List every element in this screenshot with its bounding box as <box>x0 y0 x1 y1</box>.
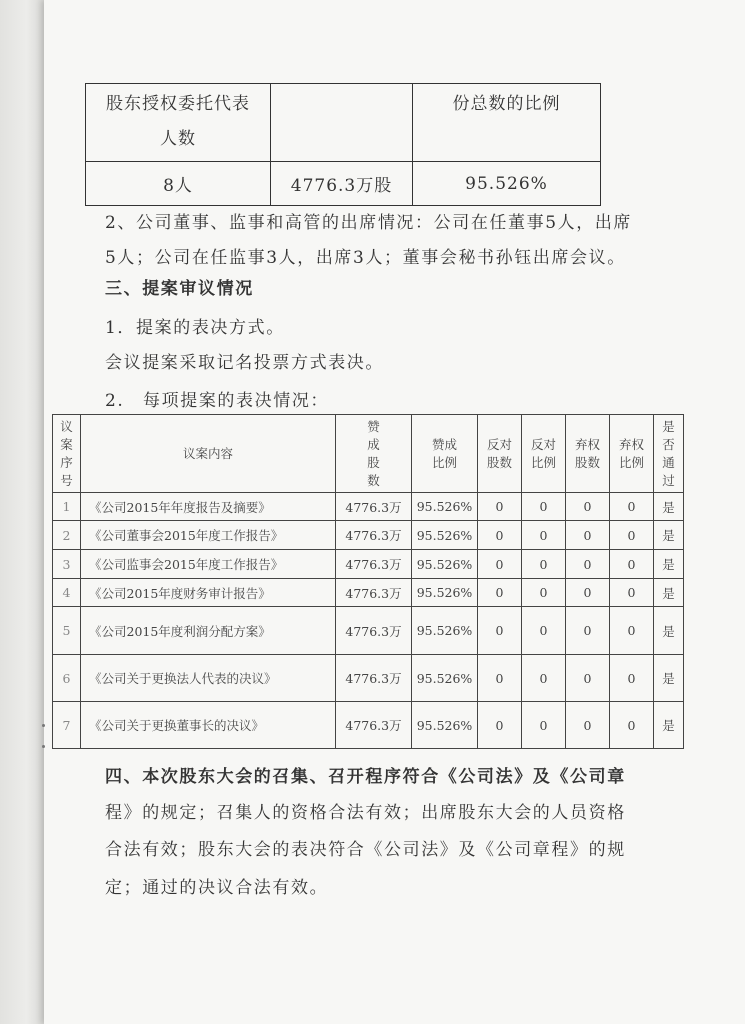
cell-label: 人数 <box>160 129 196 149</box>
table-row <box>53 521 684 550</box>
against-ratio: 0 <box>522 579 566 607</box>
section-heading: 四、本次股东大会的召集、召开程序符合《公司法》及《公司章 <box>105 767 626 787</box>
proposal-content: 《公司2015年年度报告及摘要》 <box>81 493 336 521</box>
approve-ratio: 95.526% <box>412 702 478 749</box>
proposal-content: 《公司关于更换法人代表的决议》 <box>81 655 336 702</box>
row-number: 2 <box>53 521 81 550</box>
header-passed: 是否通过 <box>654 415 684 493</box>
approve-shares: 4776.3万 <box>336 521 412 550</box>
cell-label: 股东授权委托代表 <box>106 94 250 114</box>
passed: 是 <box>654 702 684 749</box>
attendance-table <box>85 83 601 206</box>
against-shares: 0 <box>478 550 522 579</box>
against-ratio: 0 <box>522 702 566 749</box>
table-row <box>53 702 684 749</box>
proposal-content: 《公司2015年度利润分配方案》 <box>81 607 336 655</box>
row-number: 5 <box>53 607 81 655</box>
paragraph: 5人；公司在任监事3人，出席3人；董事会秘书孙钰出席会议。 <box>105 248 626 268</box>
cell-label: 份总数的比例 <box>452 94 561 114</box>
header-no: 议案序号 <box>53 415 81 493</box>
binding-hole <box>42 724 45 727</box>
passed: 是 <box>654 550 684 579</box>
abstain-ratio: 0 <box>610 607 654 655</box>
abstain-ratio: 0 <box>610 550 654 579</box>
approve-shares: 4776.3万 <box>336 702 412 749</box>
table-row <box>53 550 684 579</box>
binding-hole <box>42 745 45 748</box>
paragraph: 2. 每项提案的表决情况： <box>105 391 330 411</box>
passed: 是 <box>654 493 684 521</box>
abstain-shares: 0 <box>566 521 610 550</box>
paragraph: 定；通过的决议合法有效。 <box>105 878 329 898</box>
against-shares: 0 <box>478 607 522 655</box>
abstain-shares: 0 <box>566 607 610 655</box>
header-content: 议案内容 <box>81 415 336 493</box>
proposal-content: 《公司监事会2015年度工作报告》 <box>81 550 336 579</box>
table-cell <box>413 84 601 162</box>
row-number: 7 <box>53 702 81 749</box>
table-cell: 8人 <box>86 162 271 206</box>
paragraph: 2、公司董事、监事和高管的出席情况：公司在任董事5人，出席 <box>105 213 633 233</box>
table-row <box>53 493 684 521</box>
table-row <box>86 84 601 162</box>
table-header-row <box>53 415 684 493</box>
header-against-ratio: 反对比例 <box>522 415 566 493</box>
against-ratio: 0 <box>522 607 566 655</box>
against-shares: 0 <box>478 702 522 749</box>
abstain-shares: 0 <box>566 579 610 607</box>
proposal-content: 《公司关于更换董事长的决议》 <box>81 702 336 749</box>
row-number: 3 <box>53 550 81 579</box>
adjacent-page-edge <box>0 0 44 1024</box>
passed: 是 <box>654 607 684 655</box>
approve-ratio: 95.526% <box>412 655 478 702</box>
abstain-ratio: 0 <box>610 579 654 607</box>
paragraph: 1．提案的表决方式。 <box>105 318 285 338</box>
approve-ratio: 95.526% <box>412 607 478 655</box>
against-ratio: 0 <box>522 550 566 579</box>
table-cell: 4776.3万股 <box>271 162 413 206</box>
header-against-shares: 反对股数 <box>478 415 522 493</box>
abstain-shares: 0 <box>566 702 610 749</box>
passed: 是 <box>654 521 684 550</box>
paragraph: 合法有效；股东大会的表决符合《公司法》及《公司章程》的规 <box>105 840 626 860</box>
approve-shares: 4776.3万 <box>336 607 412 655</box>
approve-ratio: 95.526% <box>412 550 478 579</box>
section-heading: 三、提案审议情况 <box>105 279 254 299</box>
proposal-content: 《公司董事会2015年度工作报告》 <box>81 521 336 550</box>
row-number: 1 <box>53 493 81 521</box>
abstain-ratio: 0 <box>610 655 654 702</box>
passed: 是 <box>654 579 684 607</box>
header-shares: 赞成股数 <box>336 415 412 493</box>
approve-ratio: 95.526% <box>412 521 478 550</box>
abstain-ratio: 0 <box>610 493 654 521</box>
header-ratio: 赞成比例 <box>412 415 478 493</box>
approve-shares: 4776.3万 <box>336 550 412 579</box>
paragraph: 会议提案采取记名投票方式表决。 <box>105 353 384 373</box>
approve-shares: 4776.3万 <box>336 655 412 702</box>
table-cell <box>271 84 413 162</box>
against-shares: 0 <box>478 579 522 607</box>
passed: 是 <box>654 655 684 702</box>
approve-shares: 4776.3万 <box>336 493 412 521</box>
approve-ratio: 95.526% <box>412 493 478 521</box>
table-row <box>53 579 684 607</box>
table-row <box>86 162 601 206</box>
table-cell <box>86 84 271 162</box>
approve-shares: 4776.3万 <box>336 579 412 607</box>
table-row <box>53 607 684 655</box>
against-ratio: 0 <box>522 493 566 521</box>
abstain-shares: 0 <box>566 550 610 579</box>
against-shares: 0 <box>478 493 522 521</box>
approve-ratio: 95.526% <box>412 579 478 607</box>
row-number: 6 <box>53 655 81 702</box>
header-abstain-ratio: 弃权比例 <box>610 415 654 493</box>
against-ratio: 0 <box>522 655 566 702</box>
proposal-content: 《公司2015年度财务审计报告》 <box>81 579 336 607</box>
abstain-shares: 0 <box>566 493 610 521</box>
against-shares: 0 <box>478 655 522 702</box>
abstain-shares: 0 <box>566 655 610 702</box>
table-cell: 95.526% <box>413 162 601 206</box>
paragraph: 程》的规定；召集人的资格合法有效；出席股东大会的人员资格 <box>105 803 626 823</box>
against-shares: 0 <box>478 521 522 550</box>
abstain-ratio: 0 <box>610 702 654 749</box>
table-row <box>53 655 684 702</box>
row-number: 4 <box>53 579 81 607</box>
header-abstain-shares: 弃权股数 <box>566 415 610 493</box>
abstain-ratio: 0 <box>610 521 654 550</box>
against-ratio: 0 <box>522 521 566 550</box>
voting-results-table <box>52 414 684 749</box>
